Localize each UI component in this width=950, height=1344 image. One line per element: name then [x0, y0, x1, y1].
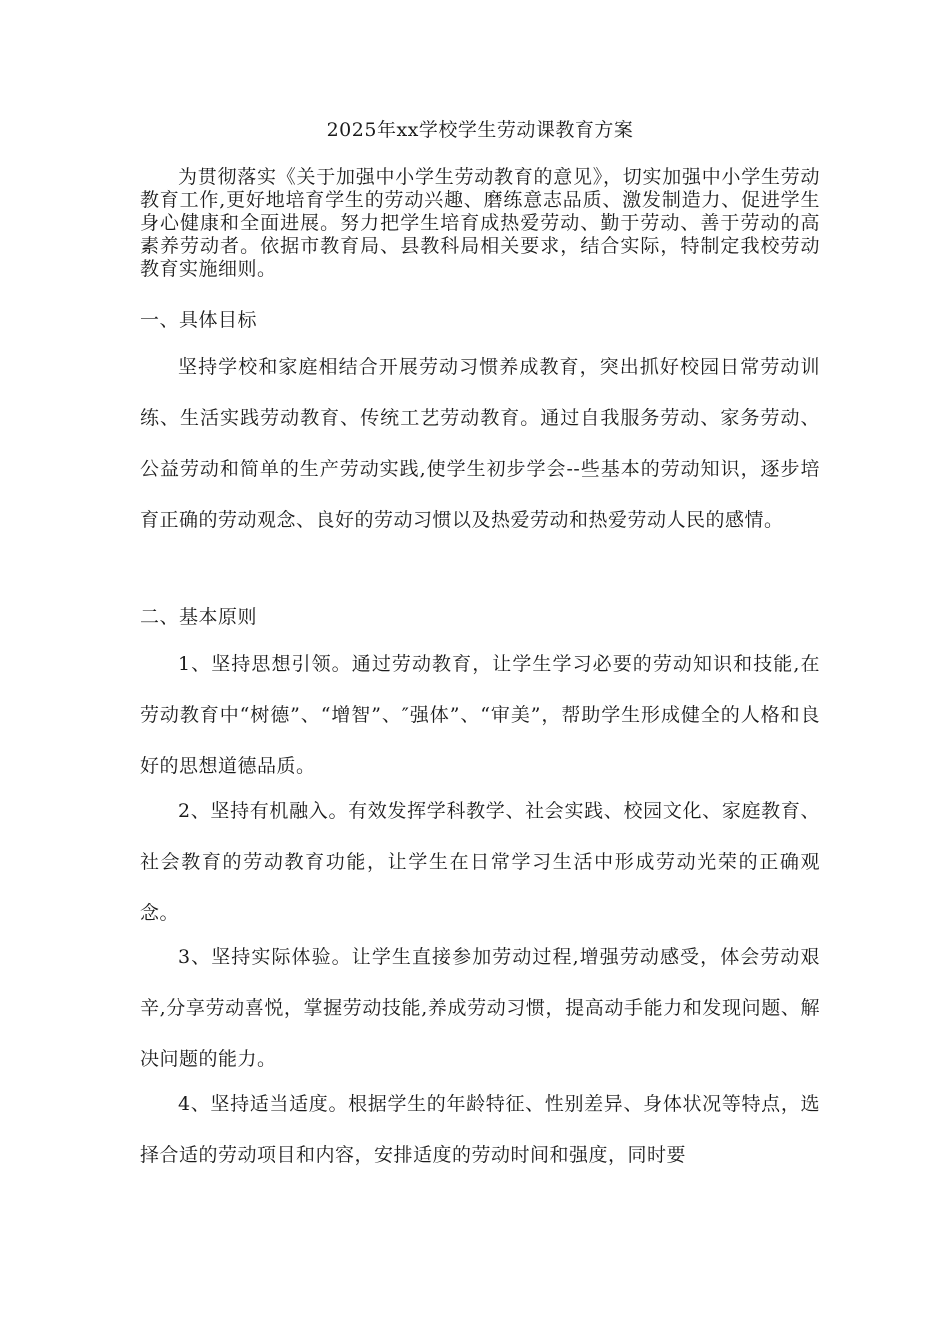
- principle-paragraph-1: 1、坚持思想引领。通过劳动教育，让学生学习必要的劳动知识和技能,在劳动教育中“树德”、“增智”、″强体”、“审美”，帮助学生形成健全的人格和良好的思想道德品质。: [140, 653, 820, 777]
- section-heading-principles: 二、基本原则: [140, 606, 258, 628]
- intro-paragraph: 为贯彻落实《关于加强中小学生劳动教育的意见》，切实加强中小学生劳动教育工作,更好地培育学生的劳动兴趣、磨练意志品质、激发制造力、促进学生身心健康和全面进展。努力把学生培育成热爱劳动、勤于劳动、善于劳动的高素养劳动者。依据市教育局、县教科局相关要求，结合实际，特制定我校劳动教育实施细则。: [140, 166, 820, 280]
- principle-paragraph-4: 4、坚持适当适度。根据学生的年龄特征、性别差异、身体状况等特点，选择合适的劳动项目和内容，安排适度的劳动时间和强度，同时要: [140, 1093, 820, 1166]
- goals-paragraph: 坚持学校和家庭相结合开展劳动习惯养成教育，突出抓好校园日常劳动训练、生活实践劳动教育、传统工艺劳动教育。通过自我服务劳动、家务劳动、公益劳动和简单的生产劳动实践,使学生初步学会--些基本的劳动知识，逐步培育正确的劳动观念、良好的劳动习惯以及热爱劳动和热爱劳动人民的感情。: [140, 356, 820, 531]
- principle-paragraph-3: 3、坚持实际体验。让学生直接参加劳动过程,增强劳动感受，体会劳动艰辛,分享劳动喜悦，掌握劳动技能,养成劳动习惯，提高动手能力和发现问题、解决问题的能力。: [140, 946, 820, 1070]
- principle-paragraph-2: 2、坚持有机融入。有效发挥学科教学、社会实践、校园文化、家庭教育、社会教育的劳动教育功能，让学生在日常学习生活中形成劳动光荣的正确观念。: [140, 800, 820, 924]
- document-title: 2025年xx学校学生劳动课教育方案: [326, 119, 634, 141]
- section-heading-goals: 一、具体目标: [140, 309, 258, 331]
